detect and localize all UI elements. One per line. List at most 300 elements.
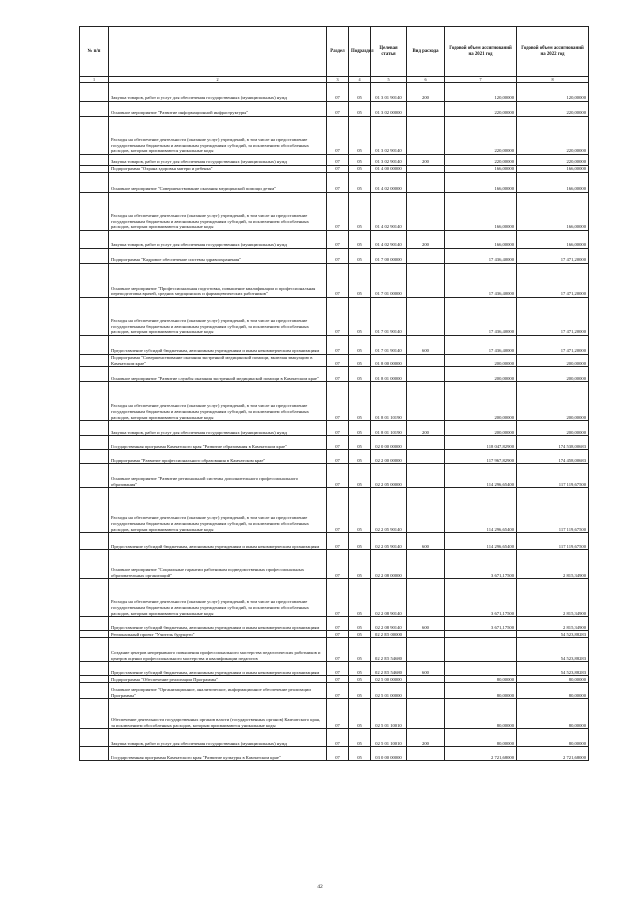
table-row <box>80 579 589 617</box>
table-row <box>80 638 589 662</box>
row-section-cell: 07 <box>327 298 349 336</box>
table-row <box>80 173 589 193</box>
row-expense-type-cell <box>407 550 445 579</box>
row-allocation-2022-cell: 2 815,34900 <box>517 550 589 579</box>
column-number: 5 <box>371 77 407 83</box>
row-number-cell <box>80 617 109 631</box>
row-section-cell: 07 <box>327 264 349 298</box>
column-number: 3 <box>327 77 349 83</box>
row-target-article-cell: 02 2 E5 00000 <box>371 631 407 638</box>
row-allocation-2021-cell: 200,00000 <box>445 367 517 382</box>
row-section-cell: 07 <box>327 436 349 450</box>
row-section-cell: 07 <box>327 676 349 683</box>
row-section-cell: 07 <box>327 166 349 173</box>
row-expense-type-cell: 600 <box>407 533 445 550</box>
header-target-article: Целевая статья <box>371 27 407 77</box>
row-subsection-cell: 05 <box>349 264 371 298</box>
row-target-article-cell: 02 5 01 10010 <box>371 699 407 729</box>
row-allocation-2022-cell: 2 815,34900 <box>517 579 589 617</box>
row-allocation-2021-cell: 17 436,40000 <box>445 336 517 355</box>
row-allocation-2021-cell: 220,00000 <box>445 117 517 155</box>
row-expense-type-cell <box>407 173 445 193</box>
row-number-cell <box>80 747 109 761</box>
header-subsection: Подраздел <box>349 27 371 77</box>
row-allocation-2022-cell: 166,00000 <box>517 173 589 193</box>
table-row <box>80 336 589 355</box>
row-allocation-2021-cell: 200,00000 <box>445 421 517 436</box>
row-number-cell <box>80 173 109 193</box>
row-allocation-2022-cell: 117 119,67500 <box>517 464 589 488</box>
row-subsection-cell: 05 <box>349 421 371 436</box>
row-section-cell: 07 <box>327 83 349 102</box>
row-allocation-2021-cell <box>445 662 517 676</box>
row-target-article-cell: 02 2 05 00000 <box>371 464 407 488</box>
row-allocation-2022-cell: 80,00000 <box>517 729 589 747</box>
row-allocation-2022-cell: 17 471,20000 <box>517 264 589 298</box>
row-target-article-cell: 03 0 00 00000 <box>371 747 407 761</box>
row-section-cell: 07 <box>327 662 349 676</box>
row-allocation-2022-cell: 2 721,68000 <box>517 747 589 761</box>
row-number-cell <box>80 450 109 464</box>
row-target-article-cell: 01 8 01 10190 <box>371 382 407 421</box>
row-section-cell: 07 <box>327 249 349 264</box>
row-name-cell: Подпрограмма "Кадровое обеспечение системы здравоохранения" <box>109 249 327 264</box>
row-expense-type-cell: 600 <box>407 617 445 631</box>
row-allocation-2022-cell: 200,00000 <box>517 367 589 382</box>
row-subsection-cell: 05 <box>349 638 371 662</box>
row-target-article-cell: 01 4 00 00000 <box>371 166 407 173</box>
row-allocation-2021-cell: 118 047,82900 <box>445 436 517 450</box>
table-row <box>80 683 589 699</box>
row-expense-type-cell <box>407 464 445 488</box>
table-body <box>80 83 589 761</box>
row-target-article-cell: 01 8 01 00000 <box>371 367 407 382</box>
row-expense-type-cell <box>407 638 445 662</box>
row-allocation-2022-cell: 220,00000 <box>517 155 589 166</box>
row-allocation-2022-cell: 80,00000 <box>517 676 589 683</box>
row-number-cell <box>80 662 109 676</box>
row-allocation-2022-cell: 54 523,88283 <box>517 638 589 662</box>
row-expense-type-cell <box>407 579 445 617</box>
row-name-cell: Закупка товаров, работ и услуг для обеспечения государственных (муниципальных) нужд <box>109 421 327 436</box>
row-name-cell: Расходы на обеспечение деятельности (оказание услуг) учреждений, в том числе на предоставление государственным бюджетным и автономным учреждениям субсидий, за исключением обособленных расходов, которым присваиваются уникальные коды <box>109 382 327 421</box>
table-row <box>80 231 589 249</box>
row-target-article-cell: 01 3 02 90140 <box>371 117 407 155</box>
row-section-cell: 07 <box>327 729 349 747</box>
table-row <box>80 193 589 231</box>
row-target-article-cell: 02 2 08 90140 <box>371 617 407 631</box>
row-allocation-2022-cell: 200,00000 <box>517 355 589 367</box>
row-subsection-cell: 05 <box>349 579 371 617</box>
column-number: 7 <box>445 77 517 83</box>
row-number-cell <box>80 421 109 436</box>
row-number-cell <box>80 264 109 298</box>
row-subsection-cell: 05 <box>349 617 371 631</box>
row-allocation-2022-cell: 17 471,20000 <box>517 249 589 264</box>
row-target-article-cell: 02 5 00 00000 <box>371 676 407 683</box>
row-target-article-cell: 02 5 01 10010 <box>371 729 407 747</box>
row-number-cell <box>80 382 109 421</box>
table-row <box>80 249 589 264</box>
row-target-article-cell: 02 2 E5 54680 <box>371 662 407 676</box>
row-expense-type-cell <box>407 298 445 336</box>
row-allocation-2022-cell: 17 471,20000 <box>517 298 589 336</box>
row-subsection-cell: 05 <box>349 450 371 464</box>
row-target-article-cell: 01 4 02 00000 <box>371 173 407 193</box>
header-name <box>109 27 327 77</box>
row-section-cell: 07 <box>327 367 349 382</box>
row-allocation-2022-cell: 166,00000 <box>517 193 589 231</box>
row-section-cell: 07 <box>327 488 349 533</box>
column-number: 2 <box>109 77 327 83</box>
row-expense-type-cell <box>407 436 445 450</box>
row-target-article-cell: 01 7 01 90140 <box>371 336 407 355</box>
row-target-article-cell: 02 2 00 00000 <box>371 450 407 464</box>
row-name-cell: Закупка товаров, работ и услуг для обеспечения государственных (муниципальных) нужд <box>109 155 327 166</box>
row-number-cell <box>80 155 109 166</box>
row-number-cell <box>80 249 109 264</box>
row-allocation-2021-cell: 17 436,40000 <box>445 298 517 336</box>
row-target-article-cell: 01 3 02 00000 <box>371 102 407 117</box>
row-subsection-cell: 05 <box>349 699 371 729</box>
row-expense-type-cell: 200 <box>407 421 445 436</box>
row-subsection-cell: 05 <box>349 83 371 102</box>
row-allocation-2022-cell: 174 458,00683 <box>517 450 589 464</box>
row-subsection-cell: 05 <box>349 367 371 382</box>
column-number: 1 <box>80 77 109 83</box>
row-allocation-2021-cell: 3 671,17500 <box>445 579 517 617</box>
row-subsection-cell: 05 <box>349 231 371 249</box>
table-row <box>80 699 589 729</box>
row-expense-type-cell <box>407 676 445 683</box>
table-row <box>80 421 589 436</box>
row-name-cell: Подпрограмма "Совершенствование оказания экстренной медицинской помощи, включая эвакуацию в Камчатском крае" <box>109 355 327 367</box>
row-expense-type-cell <box>407 450 445 464</box>
row-allocation-2021-cell: 200,00000 <box>445 382 517 421</box>
row-target-article-cell: 01 7 00 00000 <box>371 249 407 264</box>
row-section-cell: 07 <box>327 617 349 631</box>
row-allocation-2022-cell: 117 119,67500 <box>517 488 589 533</box>
row-target-article-cell: 02 2 08 00000 <box>371 550 407 579</box>
row-number-cell <box>80 579 109 617</box>
row-target-article-cell: 02 2 08 90140 <box>371 579 407 617</box>
row-allocation-2021-cell: 117 967,82900 <box>445 450 517 464</box>
table-row <box>80 355 589 367</box>
table-row <box>80 662 589 676</box>
row-allocation-2022-cell: 117 119,67500 <box>517 533 589 550</box>
row-name-cell: Основное мероприятие "Совершенствование оказания медицинской помощи детям" <box>109 173 327 193</box>
row-number-cell <box>80 83 109 102</box>
row-expense-type-cell <box>407 382 445 421</box>
row-section-cell: 07 <box>327 231 349 249</box>
row-expense-type-cell <box>407 367 445 382</box>
row-section-cell: 07 <box>327 533 349 550</box>
row-subsection-cell: 05 <box>349 488 371 533</box>
row-number-cell <box>80 676 109 683</box>
row-subsection-cell: 05 <box>349 550 371 579</box>
row-allocation-2021-cell: 114 296,65400 <box>445 488 517 533</box>
row-section-cell: 07 <box>327 638 349 662</box>
row-section-cell: 07 <box>327 550 349 579</box>
budget-allocation-table <box>79 26 589 761</box>
row-allocation-2021-cell: 17 436,40000 <box>445 249 517 264</box>
table-row <box>80 631 589 638</box>
row-subsection-cell: 05 <box>349 298 371 336</box>
column-number: 8 <box>517 77 589 83</box>
table-row <box>80 533 589 550</box>
row-subsection-cell: 05 <box>349 173 371 193</box>
table-row <box>80 676 589 683</box>
table-row <box>80 264 589 298</box>
row-allocation-2022-cell: 200,00000 <box>517 421 589 436</box>
row-allocation-2021-cell: 166,00000 <box>445 166 517 173</box>
row-target-article-cell: 01 3 02 90140 <box>371 155 407 166</box>
row-expense-type-cell <box>407 117 445 155</box>
row-allocation-2021-cell: 3 671,17500 <box>445 617 517 631</box>
row-number-cell <box>80 355 109 367</box>
row-subsection-cell: 05 <box>349 436 371 450</box>
row-subsection-cell: 05 <box>349 102 371 117</box>
row-target-article-cell: 02 2 05 90140 <box>371 488 407 533</box>
row-expense-type-cell: 600 <box>407 336 445 355</box>
row-allocation-2022-cell: 220,00000 <box>517 117 589 155</box>
row-expense-type-cell <box>407 193 445 231</box>
row-section-cell: 07 <box>327 579 349 617</box>
row-number-cell <box>80 729 109 747</box>
row-expense-type-cell: 200 <box>407 83 445 102</box>
row-number-cell <box>80 699 109 729</box>
row-subsection-cell: 05 <box>349 249 371 264</box>
row-expense-type-cell <box>407 166 445 173</box>
table-row <box>80 83 589 102</box>
row-section-cell: 07 <box>327 117 349 155</box>
row-number-cell <box>80 298 109 336</box>
row-subsection-cell: 05 <box>349 117 371 155</box>
row-number-cell <box>80 488 109 533</box>
row-section-cell: 07 <box>327 355 349 367</box>
row-name-cell: Расходы на обеспечение деятельности (оказание услуг) учреждений, в том числе на предоставление государственным бюджетным и автономным учреждениям субсидий, за исключением обособленных расходов, которым присваиваются уникальные коды <box>109 117 327 155</box>
row-name-cell: Обеспечение деятельности государственных органов власти (государственных органов) Камчатского края, за исключением обособленных расходов, которым присваиваются уникальные коды <box>109 699 327 729</box>
row-allocation-2022-cell: 174 538,00683 <box>517 436 589 450</box>
row-name-cell: Подпрограмма "Развитие профессионального образования в Камчатском крае" <box>109 450 327 464</box>
row-target-article-cell: 02 2 05 90140 <box>371 533 407 550</box>
row-subsection-cell: 05 <box>349 729 371 747</box>
row-section-cell: 07 <box>327 683 349 699</box>
row-allocation-2021-cell: 80,00000 <box>445 676 517 683</box>
row-allocation-2021-cell: 17 436,40000 <box>445 264 517 298</box>
row-number-cell <box>80 367 109 382</box>
table-row <box>80 436 589 450</box>
row-target-article-cell: 01 7 01 90140 <box>371 298 407 336</box>
row-target-article-cell: 02 5 01 00000 <box>371 683 407 699</box>
row-section-cell: 07 <box>327 450 349 464</box>
table-header-row <box>80 27 589 77</box>
header-section: Раздел <box>327 27 349 77</box>
row-target-article-cell: 02 0 00 00000 <box>371 436 407 450</box>
row-allocation-2021-cell: 166,00000 <box>445 173 517 193</box>
row-name-cell: Предоставление субсидий бюджетным, автономным учреждениям и иным некоммерческим организациям <box>109 533 327 550</box>
row-subsection-cell: 05 <box>349 533 371 550</box>
row-expense-type-cell <box>407 249 445 264</box>
row-name-cell: Подпрограмма "Обеспечение реализации Программы" <box>109 676 327 683</box>
row-target-article-cell: 01 4 02 90140 <box>371 193 407 231</box>
row-subsection-cell: 05 <box>349 747 371 761</box>
row-name-cell: Государственная программа Камчатского края "Развитие культуры в Камчатском крае" <box>109 747 327 761</box>
row-target-article-cell: 01 7 01 00000 <box>371 264 407 298</box>
row-subsection-cell: 05 <box>349 355 371 367</box>
row-allocation-2022-cell: 17 471,20000 <box>517 336 589 355</box>
row-number-cell <box>80 631 109 638</box>
row-number-cell <box>80 193 109 231</box>
row-allocation-2022-cell: 166,00000 <box>517 166 589 173</box>
row-allocation-2021-cell: 166,00000 <box>445 193 517 231</box>
row-section-cell: 07 <box>327 155 349 166</box>
row-name-cell: Основное мероприятие "Организационное, аналитическое, информационное обеспечение реализации Программы" <box>109 683 327 699</box>
row-section-cell: 07 <box>327 382 349 421</box>
row-number-cell <box>80 102 109 117</box>
row-name-cell: Предоставление субсидий бюджетным, автономным учреждениям и иным некоммерческим организациям <box>109 617 327 631</box>
row-allocation-2022-cell: 80,00000 <box>517 683 589 699</box>
row-name-cell: Предоставление субсидий бюджетным, автономным учреждениям и иным некоммерческим организациям <box>109 336 327 355</box>
table-row <box>80 382 589 421</box>
row-name-cell: Закупка товаров, работ и услуг для обеспечения государственных (муниципальных) нужд <box>109 729 327 747</box>
row-section-cell: 07 <box>327 631 349 638</box>
table-row <box>80 155 589 166</box>
row-allocation-2021-cell: 166,00000 <box>445 231 517 249</box>
row-allocation-2022-cell: 220,00000 <box>517 102 589 117</box>
row-name-cell: Основное мероприятие "Развитие информационной инфраструктуры" <box>109 102 327 117</box>
row-section-cell: 07 <box>327 699 349 729</box>
row-section-cell: 07 <box>327 336 349 355</box>
row-subsection-cell: 05 <box>349 382 371 421</box>
table-row <box>80 166 589 173</box>
row-section-cell: 07 <box>327 193 349 231</box>
table-row <box>80 464 589 488</box>
row-subsection-cell: 05 <box>349 155 371 166</box>
row-target-article-cell: 01 3 01 90140 <box>371 83 407 102</box>
row-expense-type-cell: 200 <box>407 231 445 249</box>
row-name-cell: Расходы на обеспечение деятельности (оказание услуг) учреждений, в том числе на предоставление государственным бюджетным и автономным учреждениям субсидий, за исключением обособленных расходов, которым присваиваются уникальные коды <box>109 488 327 533</box>
row-section-cell: 07 <box>327 173 349 193</box>
row-number-cell <box>80 436 109 450</box>
row-expense-type-cell <box>407 631 445 638</box>
row-allocation-2022-cell: 54 523,88283 <box>517 631 589 638</box>
table-row <box>80 550 589 579</box>
row-name-cell: Региональный проект "Учитель будущего" <box>109 631 327 638</box>
row-name-cell: Предоставление субсидий бюджетным, автономным учреждениям и иным некоммерческим организациям <box>109 662 327 676</box>
header-allocation-2021: Годовой объем ассигнований на 2021 год <box>445 27 517 77</box>
row-allocation-2022-cell: 54 523,88283 <box>517 662 589 676</box>
row-allocation-2021-cell: 80,00000 <box>445 683 517 699</box>
table-row <box>80 617 589 631</box>
row-section-cell: 07 <box>327 102 349 117</box>
row-name-cell: Расходы на обеспечение деятельности (оказание услуг) учреждений, в том числе на предоставление государственным бюджетным и автономным учреждениям субсидий, за исключением обособленных расходов, которым присваиваются уникальные коды <box>109 298 327 336</box>
table-row <box>80 488 589 533</box>
row-number-cell <box>80 550 109 579</box>
row-subsection-cell: 05 <box>349 662 371 676</box>
table-row <box>80 747 589 761</box>
row-target-article-cell: 02 2 E5 54680 <box>371 638 407 662</box>
row-number-cell <box>80 464 109 488</box>
row-name-cell: Государственная программа Камчатского края "Развитие образования в Камчатском крае" <box>109 436 327 450</box>
row-name-cell: Подпрограмма "Охрана здоровья матери и ребенка" <box>109 166 327 173</box>
row-expense-type-cell <box>407 488 445 533</box>
row-number-cell <box>80 638 109 662</box>
row-expense-type-cell <box>407 355 445 367</box>
row-allocation-2022-cell: 80,00000 <box>517 699 589 729</box>
row-subsection-cell: 05 <box>349 464 371 488</box>
column-number: 4 <box>349 77 371 83</box>
row-allocation-2021-cell: 114 296,65400 <box>445 464 517 488</box>
header-number: № п/п <box>80 27 109 77</box>
row-subsection-cell: 05 <box>349 683 371 699</box>
row-allocation-2021-cell: 200,00000 <box>445 355 517 367</box>
row-number-cell <box>80 166 109 173</box>
row-target-article-cell: 01 8 00 00000 <box>371 355 407 367</box>
row-allocation-2021-cell: 2 721,68000 <box>445 747 517 761</box>
row-target-article-cell: 01 8 01 10190 <box>371 421 407 436</box>
row-allocation-2021-cell: 220,00000 <box>445 155 517 166</box>
table-row <box>80 450 589 464</box>
row-allocation-2021-cell <box>445 638 517 662</box>
row-number-cell <box>80 533 109 550</box>
row-name-cell: Закупка товаров, работ и услуг для обеспечения государственных (муниципальных) нужд <box>109 83 327 102</box>
row-allocation-2021-cell: 3 671,17500 <box>445 550 517 579</box>
row-subsection-cell: 05 <box>349 193 371 231</box>
row-subsection-cell: 05 <box>349 336 371 355</box>
row-expense-type-cell: 200 <box>407 155 445 166</box>
row-name-cell: Основное мероприятие "Социальные гарантии работникам подведомственных профессиональных образовательных организаций" <box>109 550 327 579</box>
row-subsection-cell: 05 <box>349 676 371 683</box>
column-number: 6 <box>407 77 445 83</box>
row-section-cell: 07 <box>327 421 349 436</box>
row-subsection-cell: 05 <box>349 166 371 173</box>
row-name-cell: Расходы на обеспечение деятельности (оказание услуг) учреждений, в том числе на предоставление государственным бюджетным и автономным учреждениям субсидий, за исключением обособленных расходов, которым присваиваются уникальные коды <box>109 579 327 617</box>
row-expense-type-cell: 600 <box>407 662 445 676</box>
table-row <box>80 117 589 155</box>
table-row <box>80 367 589 382</box>
row-allocation-2021-cell: 80,00000 <box>445 729 517 747</box>
row-target-article-cell: 01 4 02 90140 <box>371 231 407 249</box>
row-number-cell <box>80 117 109 155</box>
table-row <box>80 102 589 117</box>
row-name-cell: Закупка товаров, работ и услуг для обеспечения государственных (муниципальных) нужд <box>109 231 327 249</box>
header-allocation-2022: Годовой объем ассигнований на 2022 год <box>517 27 589 77</box>
row-number-cell <box>80 683 109 699</box>
row-name-cell: Создание центров непрерывного повышения профессионального мастерства педагогических работников и центров оценки профессионального мастерства и квалификации педагогов <box>109 638 327 662</box>
row-allocation-2021-cell: 114 296,65400 <box>445 533 517 550</box>
row-name-cell: Основное мероприятие "Развитие региональной системы дополнительного профессионального образования" <box>109 464 327 488</box>
table-row <box>80 729 589 747</box>
header-expense-type: Вид расхода <box>407 27 445 77</box>
row-allocation-2021-cell: 80,00000 <box>445 699 517 729</box>
row-expense-type-cell <box>407 747 445 761</box>
row-section-cell: 07 <box>327 747 349 761</box>
row-allocation-2021-cell: 120,00000 <box>445 83 517 102</box>
row-number-cell <box>80 336 109 355</box>
row-name-cell: Основное мероприятие "Развитие службы оказания экстренной медицинской помощи в Камчатском крае" <box>109 367 327 382</box>
row-expense-type-cell <box>407 699 445 729</box>
table-row <box>80 298 589 336</box>
row-number-cell <box>80 231 109 249</box>
row-section-cell: 07 <box>327 464 349 488</box>
row-allocation-2021-cell: 220,00000 <box>445 102 517 117</box>
page-number: 42 <box>317 884 323 890</box>
row-allocation-2022-cell: 120,00000 <box>517 83 589 102</box>
row-allocation-2022-cell: 200,00000 <box>517 382 589 421</box>
row-allocation-2021-cell <box>445 631 517 638</box>
row-expense-type-cell <box>407 683 445 699</box>
